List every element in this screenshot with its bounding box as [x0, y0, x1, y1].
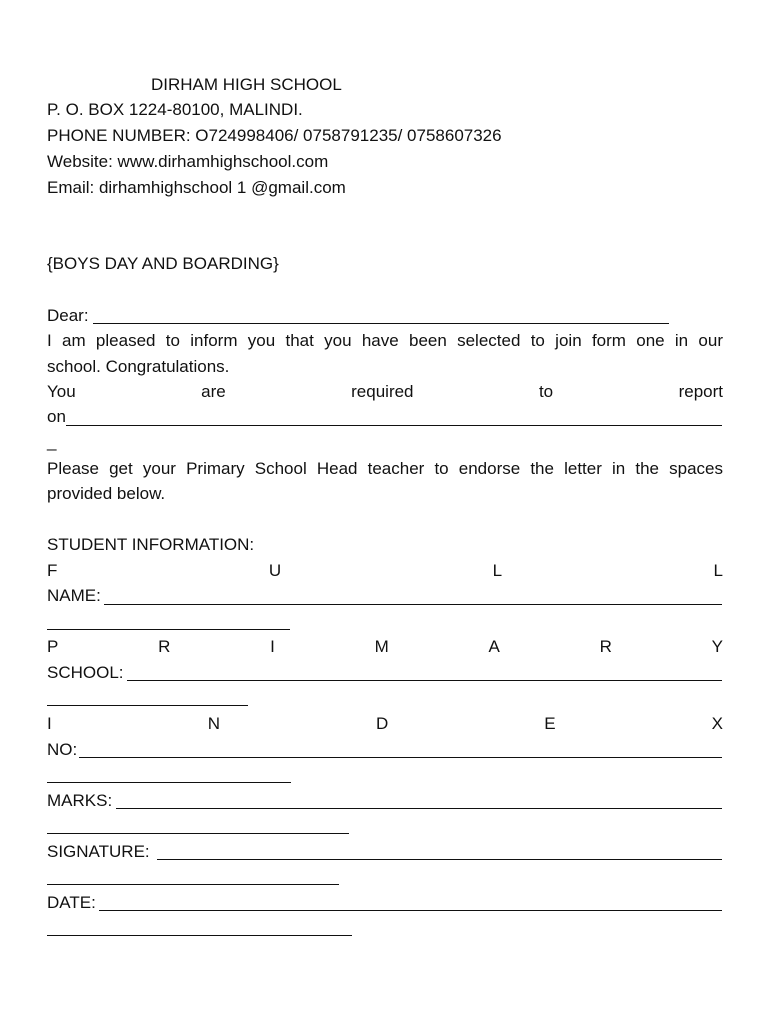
school-phone: PHONE NUMBER: O724998406/ 0758791235/ 0758607326: [47, 126, 502, 145]
letter-body-line1: I am pleased to inform you that you have been selected to join form one in our: [47, 331, 723, 350]
primary-letter: A: [488, 637, 500, 656]
primary-letter: Y: [711, 637, 723, 656]
primary-letter: P: [47, 637, 59, 656]
report-word: You: [47, 382, 76, 401]
full-name-blank-cont[interactable]: [47, 629, 290, 630]
recipient-name-blank: [93, 323, 669, 324]
signature-blank[interactable]: [157, 859, 722, 860]
index-letter: I: [47, 714, 52, 733]
signature-blank-cont[interactable]: [47, 884, 339, 885]
index-letter: N: [207, 714, 221, 733]
primary-school-blank[interactable]: [127, 680, 722, 681]
student-info-heading: STUDENT INFORMATION:: [47, 535, 255, 554]
endorse-line2: provided below.: [47, 484, 166, 503]
school-email: Email: dirhamhighschool 1 @gmail.com: [47, 178, 346, 197]
index-no-blank-cont[interactable]: [47, 782, 291, 783]
report-on-label: on: [47, 407, 66, 426]
primary-letter: R: [599, 637, 612, 656]
primary-label-spaced: [47, 637, 723, 657]
full-label-spaced: [47, 561, 723, 581]
report-word: are: [201, 382, 226, 401]
report-date-blank: [66, 425, 722, 426]
index-no-blank[interactable]: [79, 757, 722, 758]
date-blank-cont[interactable]: [47, 935, 352, 936]
index-letter: X: [711, 714, 723, 733]
report-instruction: [47, 382, 723, 402]
report-date-blank-tail: _: [47, 432, 57, 451]
primary-letter: R: [158, 637, 171, 656]
date-blank[interactable]: [99, 910, 722, 911]
full-letter: U: [268, 561, 282, 580]
school-label: SCHOOL:: [47, 663, 124, 682]
salutation: Dear:: [47, 306, 89, 325]
full-letter: L: [713, 561, 723, 580]
report-word: to: [538, 382, 554, 401]
name-label: NAME:: [47, 586, 101, 605]
no-label: NO:: [47, 740, 78, 759]
school-name: DIRHAM HIGH SCHOOL: [151, 75, 342, 94]
marks-blank[interactable]: [116, 808, 722, 809]
marks-label: MARKS:: [47, 791, 113, 810]
endorse-line1: Please get your Primary School Head teacher to endorse the letter in the spaces: [47, 459, 723, 478]
primary-letter: I: [270, 637, 275, 656]
date-label: DATE:: [47, 893, 96, 912]
primary-school-blank-cont[interactable]: [47, 705, 248, 706]
index-letter: D: [376, 714, 389, 733]
report-word: report: [678, 382, 723, 401]
school-category: {BOYS DAY AND BOARDING}: [47, 254, 279, 273]
marks-blank-cont[interactable]: [47, 833, 349, 834]
signature-label: SIGNATURE:: [47, 842, 150, 861]
school-website: Website: www.dirhamhighschool.com: [47, 152, 329, 171]
full-letter: F: [47, 561, 58, 580]
full-letter: L: [492, 561, 503, 580]
full-name-blank[interactable]: [104, 604, 722, 605]
index-letter: E: [544, 714, 556, 733]
primary-letter: M: [374, 637, 389, 656]
report-word: required: [351, 382, 414, 401]
index-label-spaced: [47, 714, 723, 734]
letter-body-line2: school. Congratulations.: [47, 357, 230, 376]
school-address: P. O. BOX 1224-80100, MALINDI.: [47, 100, 303, 119]
